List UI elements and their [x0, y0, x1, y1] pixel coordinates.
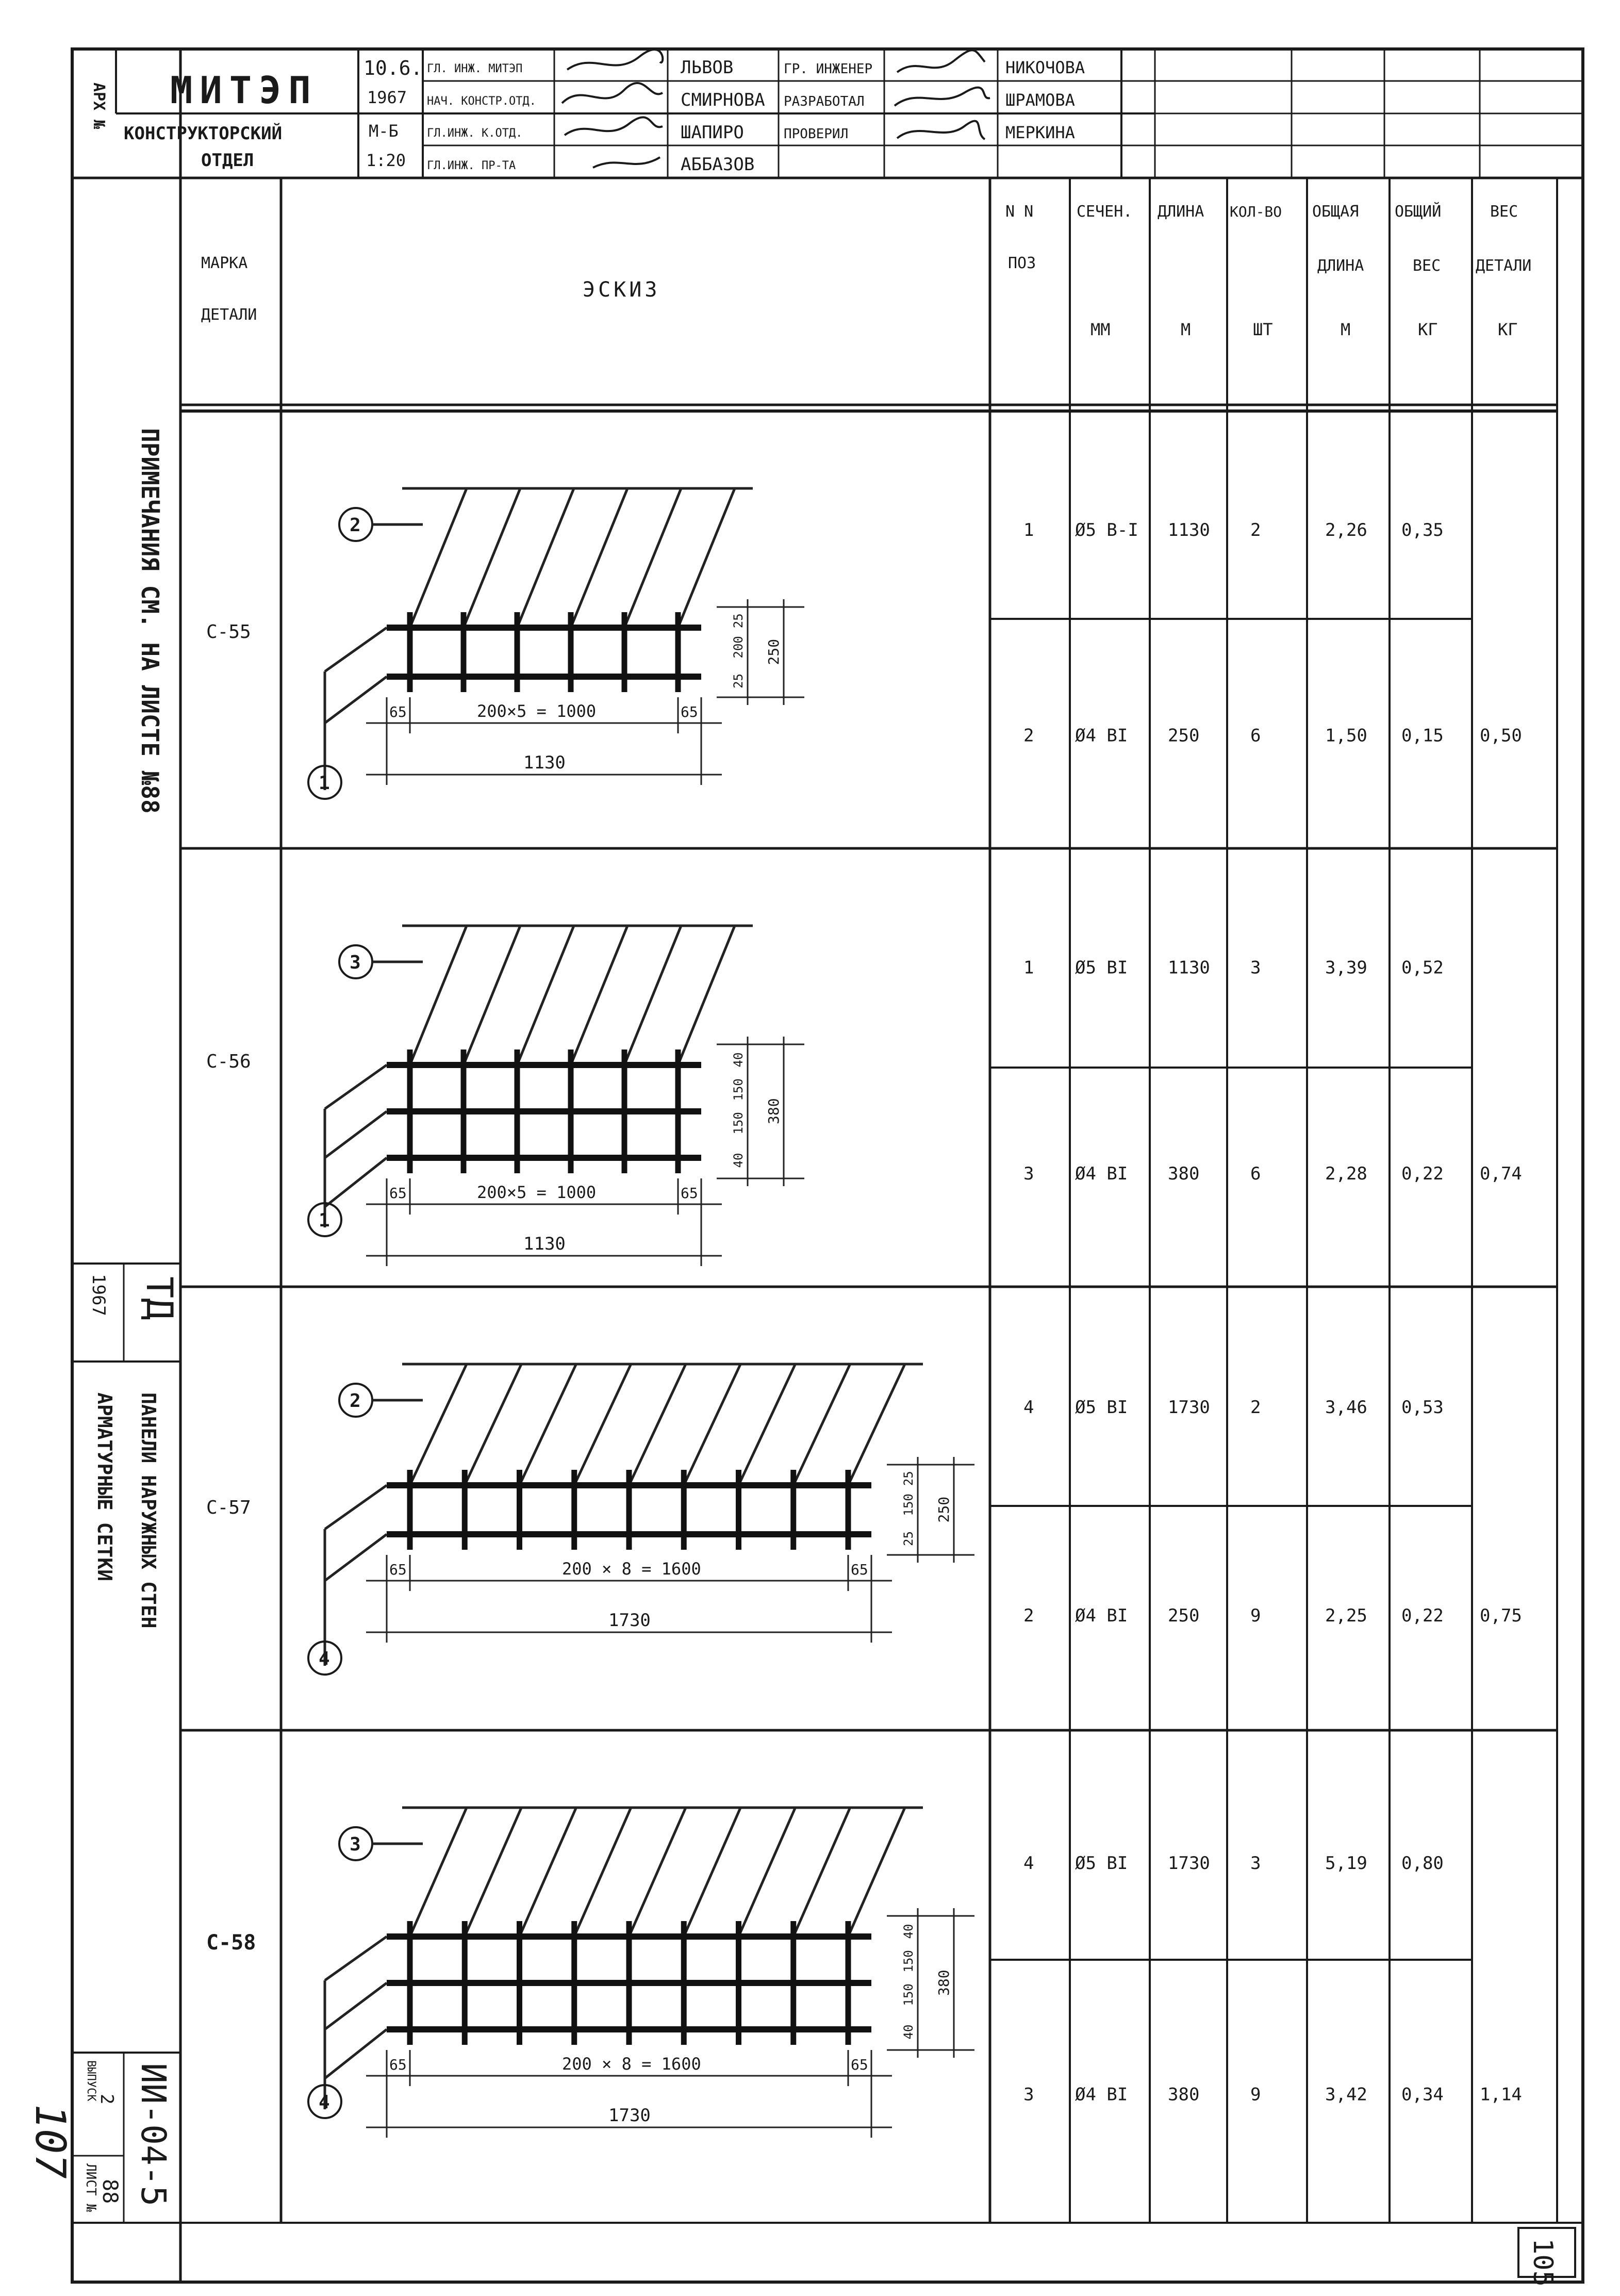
hdr-tw-1: ОБЩИЙ [1395, 203, 1442, 221]
role2-1: ГР. ИНЖЕНЕР [784, 61, 873, 77]
dept-line1: КОНСТРУКТОРСКИЙ [124, 123, 283, 144]
wire-perspective-left [325, 677, 387, 723]
dim-overall: 1730 [608, 1610, 651, 1631]
name-2: СМИРНОВА [681, 90, 765, 110]
hdr-dw-1: ВЕС [1490, 203, 1518, 221]
wire-perspective [684, 1364, 740, 1485]
cell-length: 380 [1168, 1163, 1200, 1184]
detail-mark: С-57 [206, 1497, 251, 1518]
mesh-sketch [308, 1364, 974, 1675]
hdr-len-1: ДЛИНА [1158, 203, 1204, 221]
wire-perspective [410, 488, 467, 628]
wire-perspective [464, 488, 520, 628]
hdr-sec-2: ММ [1090, 320, 1111, 339]
hdr-sketch: ЭСКИЗ [583, 278, 660, 302]
signature-group-2 [895, 50, 990, 139]
role-2: НАЧ. КОНСТР.ОТД. [427, 95, 536, 108]
hdr-qty-1: КОЛ-ВО [1230, 203, 1282, 220]
hdr-pos-1: N N [1005, 203, 1034, 221]
dim-pitch: 200 × 8 = 1600 [562, 1559, 701, 1579]
wire-perspective-left [325, 1485, 387, 1529]
side-dim-value: 40 [901, 1924, 916, 1939]
series-code: ИИ-04-5 [134, 2063, 173, 2207]
cell-qty: 2 [1250, 520, 1261, 540]
cell-total-weight: 0,22 [1401, 1605, 1444, 1627]
wire-perspective [571, 488, 627, 628]
detail-mark: С-56 [206, 1051, 251, 1072]
side-dim-value: 150 [731, 1078, 746, 1101]
tb-year: 1967 [367, 88, 407, 107]
cell-pos: 4 [1023, 1397, 1034, 1418]
name-1: ЛЬВОВ [681, 57, 734, 78]
archive-label: АРХ № [90, 83, 108, 129]
cell-total-weight: 0,35 [1401, 520, 1444, 540]
wire-perspective [520, 1364, 576, 1485]
cell-pos: 2 [1023, 725, 1034, 746]
mesh-sketch [308, 926, 804, 1266]
hdr-dw-3: КГ [1498, 320, 1518, 339]
cell-total-length: 2,25 [1325, 1605, 1367, 1627]
position-callout-bottom-label: 1 [319, 773, 330, 794]
dim-end-right: 65 [851, 1561, 868, 1578]
cell-section: Ø5 В-I [1075, 520, 1138, 540]
position-callout-bottom-label: 4 [319, 1648, 330, 1669]
cell-total-length: 5,19 [1325, 1852, 1367, 1874]
side-dim-value: 25 [901, 1531, 916, 1546]
wire-perspective [520, 1808, 576, 1937]
cell-detail-weight: 0,74 [1480, 1163, 1522, 1184]
wire-perspective [465, 1364, 521, 1485]
cell-section: Ø5 ВI [1075, 957, 1128, 978]
name2-1: НИКОЧОВА [1005, 58, 1085, 77]
cell-total-weight: 0,15 [1401, 725, 1444, 746]
hdr-mark-1: МАРКА [201, 254, 248, 272]
cell-detail-weight: 1,14 [1480, 2084, 1522, 2105]
mesh-sketch [308, 488, 804, 799]
mesh-sketch [308, 1808, 974, 2138]
tb-scale: 1:20 [366, 151, 406, 170]
org-name: МИТЭП [170, 69, 318, 112]
cell-length: 380 [1168, 2084, 1200, 2105]
issue-number: 2 [96, 2094, 117, 2105]
side-dim-total: 380 [765, 1098, 782, 1124]
cell-qty: 3 [1250, 957, 1261, 978]
wire-perspective [410, 1808, 467, 1937]
cell-section: Ø4 ВI [1075, 725, 1128, 746]
cell-total-weight: 0,53 [1401, 1397, 1444, 1418]
side-dim-value: 150 [731, 1112, 746, 1135]
wire-perspective-left [325, 1983, 387, 2029]
dim-overall: 1130 [523, 1234, 566, 1254]
wire-perspective [574, 1808, 631, 1937]
cell-section: Ø5 ВI [1075, 1397, 1128, 1418]
side-dim-total: 380 [935, 1970, 952, 1996]
cell-total-length: 2,28 [1325, 1163, 1367, 1184]
role-1: ГЛ. ИНЖ. МИТЭП [427, 62, 523, 75]
wire-perspective [517, 488, 574, 628]
wire-perspective [739, 1364, 796, 1485]
cell-total-weight: 0,22 [1401, 1163, 1444, 1184]
wire-perspective [464, 926, 520, 1065]
cell-pos: 1 [1023, 520, 1034, 540]
wire-perspective [624, 926, 681, 1065]
left-margin [26, 428, 180, 2223]
wire-perspective [517, 926, 574, 1065]
cell-qty: 9 [1250, 1605, 1261, 1627]
role2-3: ПРОВЕРИЛ [784, 126, 849, 142]
hdr-tlen-3: М [1341, 320, 1351, 339]
dim-overall: 1730 [608, 2105, 651, 2126]
cell-length: 250 [1168, 1605, 1200, 1627]
name-4: АББАЗОВ [681, 154, 755, 175]
wire-perspective [574, 1364, 631, 1485]
wire-perspective [629, 1808, 686, 1937]
sheet-subject: АРМАТУРНЫЕ СЕТКИ [93, 1392, 116, 1582]
sheet-number: 88 [98, 2179, 122, 2204]
side-dim-value: 150 [901, 1983, 916, 2006]
position-callout-top-label: 3 [350, 1834, 361, 1855]
table-header [201, 202, 1531, 339]
side-dim-total: 250 [935, 1496, 952, 1523]
cell-detail-weight: 0,50 [1480, 725, 1522, 746]
cell-detail-weight: 0,75 [1480, 1605, 1522, 1627]
hdr-mark-2: ДЕТАЛИ [201, 306, 257, 324]
issue-label: ВЫПУСК [85, 2060, 97, 2102]
wire-perspective [410, 926, 467, 1065]
cell-qty: 9 [1250, 2084, 1261, 2105]
hdr-qty-2: ШТ [1253, 320, 1273, 339]
title-block [90, 49, 1583, 178]
dim-end-left: 65 [389, 703, 407, 720]
role-4: ГЛ.ИНЖ. ПР-ТА [427, 159, 516, 172]
hdr-tlen-1: ОБЩАЯ [1312, 203, 1359, 221]
cell-section: Ø4 ВI [1075, 1163, 1128, 1184]
cell-pos: 3 [1023, 1163, 1034, 1184]
hdr-sec-1: СЕЧЕН. [1077, 203, 1133, 221]
wire-perspective-left [325, 1937, 387, 1980]
cell-pos: 1 [1023, 957, 1034, 978]
cell-total-length: 1,50 [1325, 725, 1367, 746]
cell-length: 1130 [1168, 957, 1210, 978]
cell-length: 1730 [1168, 1852, 1210, 1874]
dim-end-right: 65 [851, 2056, 868, 2073]
wire-perspective [794, 1364, 850, 1485]
page-number-box [1518, 2228, 1575, 2287]
signature-group-1 [562, 50, 663, 168]
handwritten-number: 107 [26, 2104, 74, 2179]
wire-perspective [739, 1808, 796, 1937]
hdr-pos-2: ПОЗ [1008, 254, 1036, 272]
cell-pos: 4 [1023, 1852, 1034, 1874]
detail-block-С-55 [206, 488, 1522, 799]
cell-section: Ø4 ВI [1075, 2084, 1128, 2105]
cell-total-length: 3,42 [1325, 2084, 1367, 2105]
position-callout-bottom-label: 1 [319, 1210, 330, 1231]
cell-total-weight: 0,80 [1401, 1852, 1444, 1874]
dim-end-right: 65 [681, 1185, 698, 1202]
wire-perspective-left [325, 1065, 387, 1109]
cell-section: Ø5 ВI [1075, 1852, 1128, 1874]
side-dim-value: 150 [901, 1950, 916, 1973]
wire-perspective [684, 1808, 740, 1937]
wire-perspective-left [325, 1534, 387, 1581]
position-callout-top-label: 2 [350, 515, 361, 536]
wire-perspective-left [325, 2029, 387, 2078]
cell-qty: 3 [1250, 1852, 1261, 1874]
side-dim-value: 40 [731, 1052, 746, 1068]
sheet-label: ЛИСТ № [83, 2163, 98, 2212]
cell-total-length: 3,46 [1325, 1397, 1367, 1418]
side-dim-total: 250 [765, 638, 782, 665]
hdr-tlen-2: ДЛИНА [1317, 257, 1364, 275]
dept-line2: ОТДЕЛ [201, 150, 254, 171]
name2-3: МЕРКИНА [1005, 123, 1075, 142]
page-number: 105 [1527, 2238, 1558, 2287]
cell-pos: 2 [1023, 1605, 1034, 1627]
wire-perspective-left [325, 1111, 387, 1158]
cell-total-weight: 0,34 [1401, 2084, 1444, 2105]
cell-total-length: 2,26 [1325, 520, 1367, 540]
side-dim-value: 200 [731, 636, 746, 659]
detail-block-С-57 [206, 1364, 1522, 1675]
dim-pitch: 200×5 = 1000 [477, 701, 597, 721]
cell-total-weight: 0,52 [1401, 957, 1444, 978]
position-callout-bottom-label: 4 [319, 2092, 330, 2113]
tb-scale-label: М-Б [369, 121, 399, 141]
role-3: ГЛ.ИНЖ. К.ОТД. [427, 127, 523, 140]
wire-perspective [571, 926, 627, 1065]
dim-pitch: 200×5 = 1000 [477, 1183, 597, 1202]
wire-perspective-left [325, 628, 387, 671]
cell-length: 250 [1168, 725, 1200, 746]
project-title: ПАНЕЛИ НАРУЖНЫХ СТЕН [137, 1392, 160, 1629]
role2-2: РАЗРАБОТАЛ [784, 94, 865, 109]
detail-block-С-58 [206, 1808, 1522, 2138]
detail-mark: С-55 [206, 621, 251, 643]
name2-2: ШРАМОВА [1005, 90, 1075, 110]
dim-pitch: 200 × 8 = 1600 [562, 2054, 701, 2074]
detail-mark: С-58 [206, 1931, 256, 1955]
cell-section: Ø4 ВI [1075, 1605, 1128, 1627]
wire-perspective [624, 488, 681, 628]
hdr-dw-2: ДЕТАЛИ [1476, 257, 1532, 275]
cell-qty: 2 [1250, 1397, 1261, 1418]
td-year: 1967 [88, 1274, 109, 1316]
detail-block-С-56 [206, 926, 1522, 1266]
hdr-len-2: М [1181, 320, 1191, 339]
detail-rows [206, 488, 1522, 2138]
wire-perspective [629, 1364, 686, 1485]
cell-qty: 6 [1250, 1163, 1261, 1184]
cell-pos: 3 [1023, 2084, 1034, 2105]
wire-perspective [848, 1808, 905, 1937]
dim-end-left: 65 [389, 1561, 407, 1578]
tb-date: 10.6. [363, 57, 423, 79]
hdr-tw-2: ВЕС [1413, 257, 1441, 275]
side-dim-value: 40 [731, 1153, 746, 1168]
wire-perspective-left [325, 1158, 387, 1207]
side-dim-value: 150 [901, 1494, 916, 1516]
position-callout-top-label: 2 [350, 1390, 361, 1412]
position-callout-top-label: 3 [350, 952, 361, 973]
dim-end-left: 65 [389, 2056, 407, 2073]
cell-length: 1130 [1168, 520, 1210, 540]
td-mark: ТД [138, 1276, 180, 1320]
cell-length: 1730 [1168, 1397, 1210, 1418]
side-dim-value: 40 [901, 2024, 916, 2040]
dim-end-left: 65 [389, 1185, 407, 1202]
wire-perspective [410, 1364, 467, 1485]
cell-total-length: 3,39 [1325, 957, 1367, 978]
name-3: ШАПИРО [681, 122, 744, 143]
wire-perspective [794, 1808, 850, 1937]
dim-end-right: 65 [681, 703, 698, 720]
hdr-tw-3: КГ [1418, 320, 1438, 339]
wire-perspective [465, 1808, 521, 1937]
wire-perspective [848, 1364, 905, 1485]
notes-reference: ПРИМЕЧАНИЯ СМ. НА ЛИСТЕ №88 [136, 428, 164, 814]
dim-overall: 1130 [523, 752, 566, 773]
side-dim-value: 25 [901, 1471, 916, 1486]
side-dim-value: 25 [731, 673, 746, 688]
side-dim-value: 25 [731, 613, 746, 629]
cell-qty: 6 [1250, 725, 1261, 746]
